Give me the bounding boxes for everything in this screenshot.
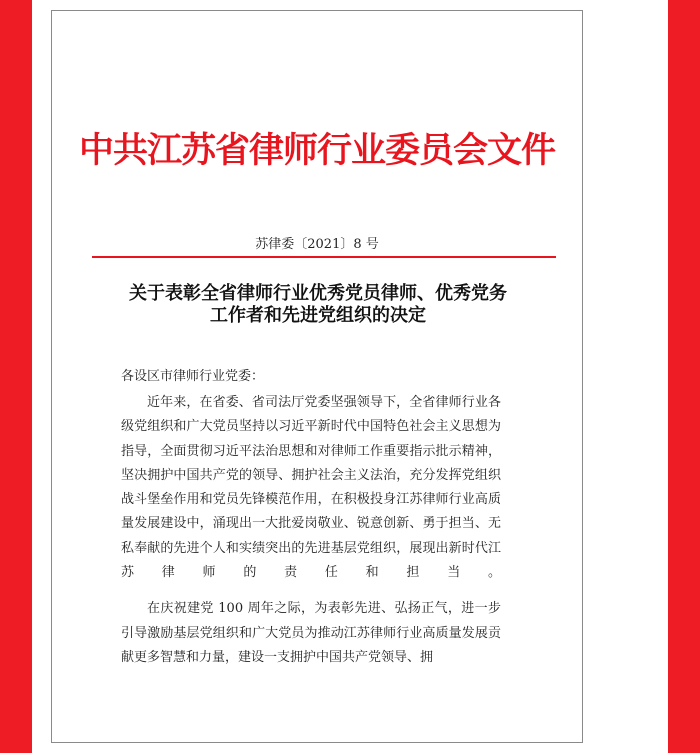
salutation: 各设区市律师行业党委： [121, 369, 265, 384]
document-number: 苏律委〔2021〕8 号 [255, 237, 379, 252]
subject-line: 工作者和先进党组织的决定 [210, 305, 426, 326]
left-red-border [0, 0, 32, 753]
paragraph: 近年来，在省委、省司法厅党委坚强领导下，全省律师行业各级党组织和广大党员坚持以习近平新时代中国特色社会主义思想为指导，全面贯彻习近平法治思想和对律师工作重要指示批示精神，坚决拥护中国共产党的领导、拥护社会主义法治，充分发挥党组织战斗堡垒作用和党员先锋模范作用，在积极投身江苏律师行业高质量发展建设中，涌现出一大批爱岗敬业、锐意创新、勇于担当、无私奉献的先进个人和实绩突出的先进基层党组织，展现出新时代江苏律师的责任和担当。 [121, 395, 501, 581]
subject-line: 关于表彰全省律师行业优秀党员律师、优秀党务 [129, 283, 507, 304]
paragraph: 在庆祝建党 100 周年之际，为表彰先进、弘扬正气，进一步引导激励基层党组织和广大党员为推动江苏律师行业高质量发展贡献更多智慧和力量，建设一支拥护中国共产党领导、拥 [121, 601, 501, 665]
issuer-title: 中共江苏省律师行业委员会文件 [78, 131, 555, 171]
red-divider [92, 256, 556, 258]
document-subject [82, 283, 554, 327]
right-red-border [668, 0, 700, 753]
document-page [51, 10, 583, 743]
body-text [121, 391, 501, 670]
